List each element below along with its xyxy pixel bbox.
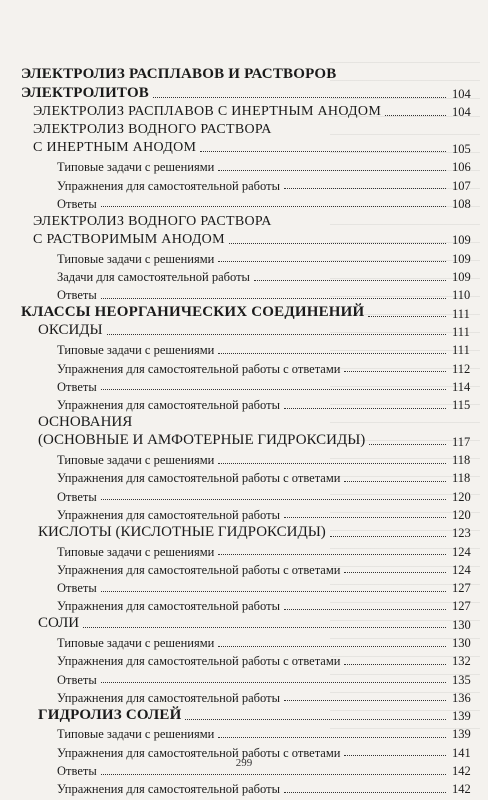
dot-leader [101,298,446,299]
dot-leader [218,463,446,464]
dot-leader [330,536,446,537]
dot-leader [344,481,446,482]
toc-entry [0,176,488,194]
toc-entry-title: Ответы [57,379,97,394]
toc-entry-page: 139 [452,727,471,742]
table-of-contents [0,66,488,798]
toc-entry-title: Упражнения для самостоятельной работы с ответами [57,471,341,486]
toc-entry [0,542,488,560]
toc-entry-title: Типовые задачи с решениями [57,544,215,559]
toc-entry-title: (ОСНОВНЫЕ И АМФОТЕРНЫЕ ГИДРОКСИДЫ) [38,432,366,449]
toc-entry-page: 112 [452,361,471,376]
toc-entry-title: С ИНЕРТНЫМ АНОДОМ [33,140,197,156]
dot-leader [284,609,446,610]
dot-leader [101,591,446,592]
dot-leader [218,554,446,555]
toc-entry-title: Типовые задачи с решениями [57,160,215,175]
toc-entry-title: КИСЛОТЫ (КИСЛОТНЫЕ ГИДРОКСИДЫ) [38,523,326,540]
toc-entry [0,304,488,322]
toc-entry [0,359,488,377]
toc-entry [0,139,488,157]
toc-entry-title: ЭЛЕКТРОЛИТОВ [21,84,150,101]
toc-entry-title: Типовые задачи с решениями [57,251,215,266]
toc-entry-page: 142 [452,764,471,779]
toc-entry-page: 110 [452,288,471,303]
toc-entry [0,706,488,724]
toc-entry-page: 136 [452,690,471,705]
toc-entry [0,157,488,175]
toc-entry-page: 109 [452,270,471,285]
toc-entry [0,66,488,84]
toc-entry-page: 111 [452,343,470,358]
dot-leader [101,774,446,775]
toc-entry-title: Упражнения для самостоятельной работы с ответами [57,654,341,669]
toc-entry-title: Упражнения для самостоятельной работы с ответами [57,361,341,376]
toc-entry-page: 124 [452,544,471,559]
dot-leader [101,682,446,683]
toc-entry-title: СОЛИ [38,615,80,632]
toc-entry-title: ЭЛЕКТРОЛИЗ РАСПЛАВОВ С ИНЕРТНЫМ АНОДОМ [33,103,382,119]
toc-entry [0,432,488,450]
dot-leader [344,664,446,665]
toc-entry [0,578,488,596]
toc-entry [0,84,488,102]
dot-leader [369,444,446,445]
toc-entry-title: Типовые задачи с решениями [57,343,215,358]
toc-entry-title: Ответы [57,288,97,303]
toc-entry [0,340,488,358]
toc-entry-page: 132 [452,654,471,669]
dot-leader [344,572,446,573]
toc-entry-title: Упражнения для самостоятельной работы [57,690,280,705]
toc-entry [0,450,488,468]
toc-entry-title: Упражнения для самостоятельной работы [57,507,280,522]
toc-entry-page: 130 [452,617,471,632]
toc-entry-page: 107 [452,178,471,193]
dot-leader [229,243,446,244]
toc-entry-page: 141 [452,745,471,760]
dot-leader [218,261,446,262]
dot-leader [218,353,446,354]
dot-leader [101,499,446,500]
toc-entry-page: 104 [452,105,471,120]
dot-leader [254,280,446,281]
dot-leader [101,389,446,390]
dot-leader [101,206,446,207]
toc-entry-page: 117 [452,434,471,449]
toc-entry [0,597,488,615]
toc-entry-page: 118 [452,453,471,468]
toc-entry-title: Типовые задачи с решениями [57,453,215,468]
toc-entry-title: Ответы [57,581,97,596]
toc-entry-title: ОКСИДЫ [38,322,103,339]
toc-entry [0,505,488,523]
toc-entry [0,249,488,267]
dot-leader [218,646,446,647]
dot-leader [218,170,446,171]
toc-entry-page: 105 [452,141,471,156]
toc-entry [0,633,488,651]
toc-entry-title: ГИДРОЛИЗ СОЛЕЙ [38,706,182,723]
toc-entry-title: ОСНОВАНИЯ [38,413,133,430]
toc-entry-title: Упражнения для самостоятельной работы [57,398,280,413]
toc-entry-title: Типовые задачи с решениями [57,727,215,742]
dot-leader [385,115,446,116]
toc-entry [0,670,488,688]
toc-entry [0,103,488,121]
toc-entry-title: ЭЛЕКТРОЛИЗ РАСПЛАВОВ И РАСТВОРОВ [21,66,337,83]
toc-entry-title: Ответы [57,672,97,687]
toc-entry-page: 135 [452,672,471,687]
dot-leader [218,737,446,738]
toc-entry-page: 123 [452,526,471,541]
toc-entry-title: С РАСТВОРИМЫМ АНОДОМ [33,231,225,247]
toc-entry [0,377,488,395]
page-number: 299 [235,757,253,769]
toc-entry-title: Ответы [57,196,97,211]
toc-entry [0,267,488,285]
dot-leader [284,792,446,793]
toc-entry-page: 130 [452,636,471,650]
toc-entry-page: 127 [452,599,471,614]
toc-entry-page: 139 [452,709,471,724]
toc-entry [0,121,488,139]
toc-entry [0,523,488,541]
toc-entry [0,652,488,670]
dot-leader [284,517,446,518]
toc-entry-page: 120 [452,489,471,504]
toc-entry [0,286,488,304]
toc-entry-page: 109 [452,251,471,266]
dot-leader [107,334,446,335]
toc-entry [0,212,488,230]
toc-entry [0,469,488,487]
toc-entry [0,322,488,340]
toc-entry [0,414,488,432]
dot-leader [83,627,446,628]
toc-entry-title: Упражнения для самостоятельной работы с ответами [57,562,341,577]
toc-entry [0,560,488,578]
toc-entry-title: Упражнения для самостоятельной работы [57,599,280,614]
toc-entry [0,725,488,743]
toc-entry-page: 118 [452,471,471,486]
toc-entry-page: 142 [452,782,471,797]
toc-entry-page: 104 [452,87,471,102]
dot-leader [284,188,446,189]
toc-entry-page: 127 [452,581,471,596]
dot-leader [284,408,446,409]
toc-entry [0,615,488,633]
toc-entry [0,231,488,249]
dot-leader [185,719,446,720]
toc-entry-title: Задачи для самостоятельной работы [57,270,250,285]
toc-entry [0,194,488,212]
toc-entry-title: ЭЛЕКТРОЛИЗ ВОДНОГО РАСТВОРА [33,213,272,229]
toc-entry-title: ЭЛЕКТРОЛИЗ ВОДНОГО РАСТВОРА [33,122,272,138]
toc-entry-page: 108 [452,196,471,211]
toc-entry-page: 115 [452,398,471,413]
toc-entry-page: 111 [452,324,470,339]
toc-entry-page: 120 [452,507,471,522]
dot-leader [153,97,446,98]
toc-entry-page: 106 [452,160,471,175]
toc-entry [0,688,488,706]
toc-entry-title: КЛАССЫ НЕОРГАНИЧЕСКИХ СОЕДИНЕНИЙ [21,304,365,321]
toc-entry-title: Упражнения для самостоятельной работы [57,782,280,797]
toc-entry-title: Упражнения для самостоятельной работы [57,178,280,193]
toc-entry-title: Упражнения для самостоятельной работы с ответами [57,745,341,760]
toc-entry [0,780,488,798]
toc-entry-page: 124 [452,562,471,577]
toc-entry-title: Ответы [57,489,97,504]
dot-leader [368,316,446,317]
toc-entry-page: 111 [452,306,470,321]
toc-entry [0,487,488,505]
dot-leader [284,700,446,701]
toc-entry-page: 109 [452,233,471,248]
toc-entry-title: Типовые задачи с решениями [57,636,215,650]
toc-entry-page: 114 [452,379,471,394]
dot-leader [200,151,446,152]
toc-entry-title: Ответы [57,764,97,779]
toc-entry [0,395,488,413]
dot-leader [344,371,446,372]
